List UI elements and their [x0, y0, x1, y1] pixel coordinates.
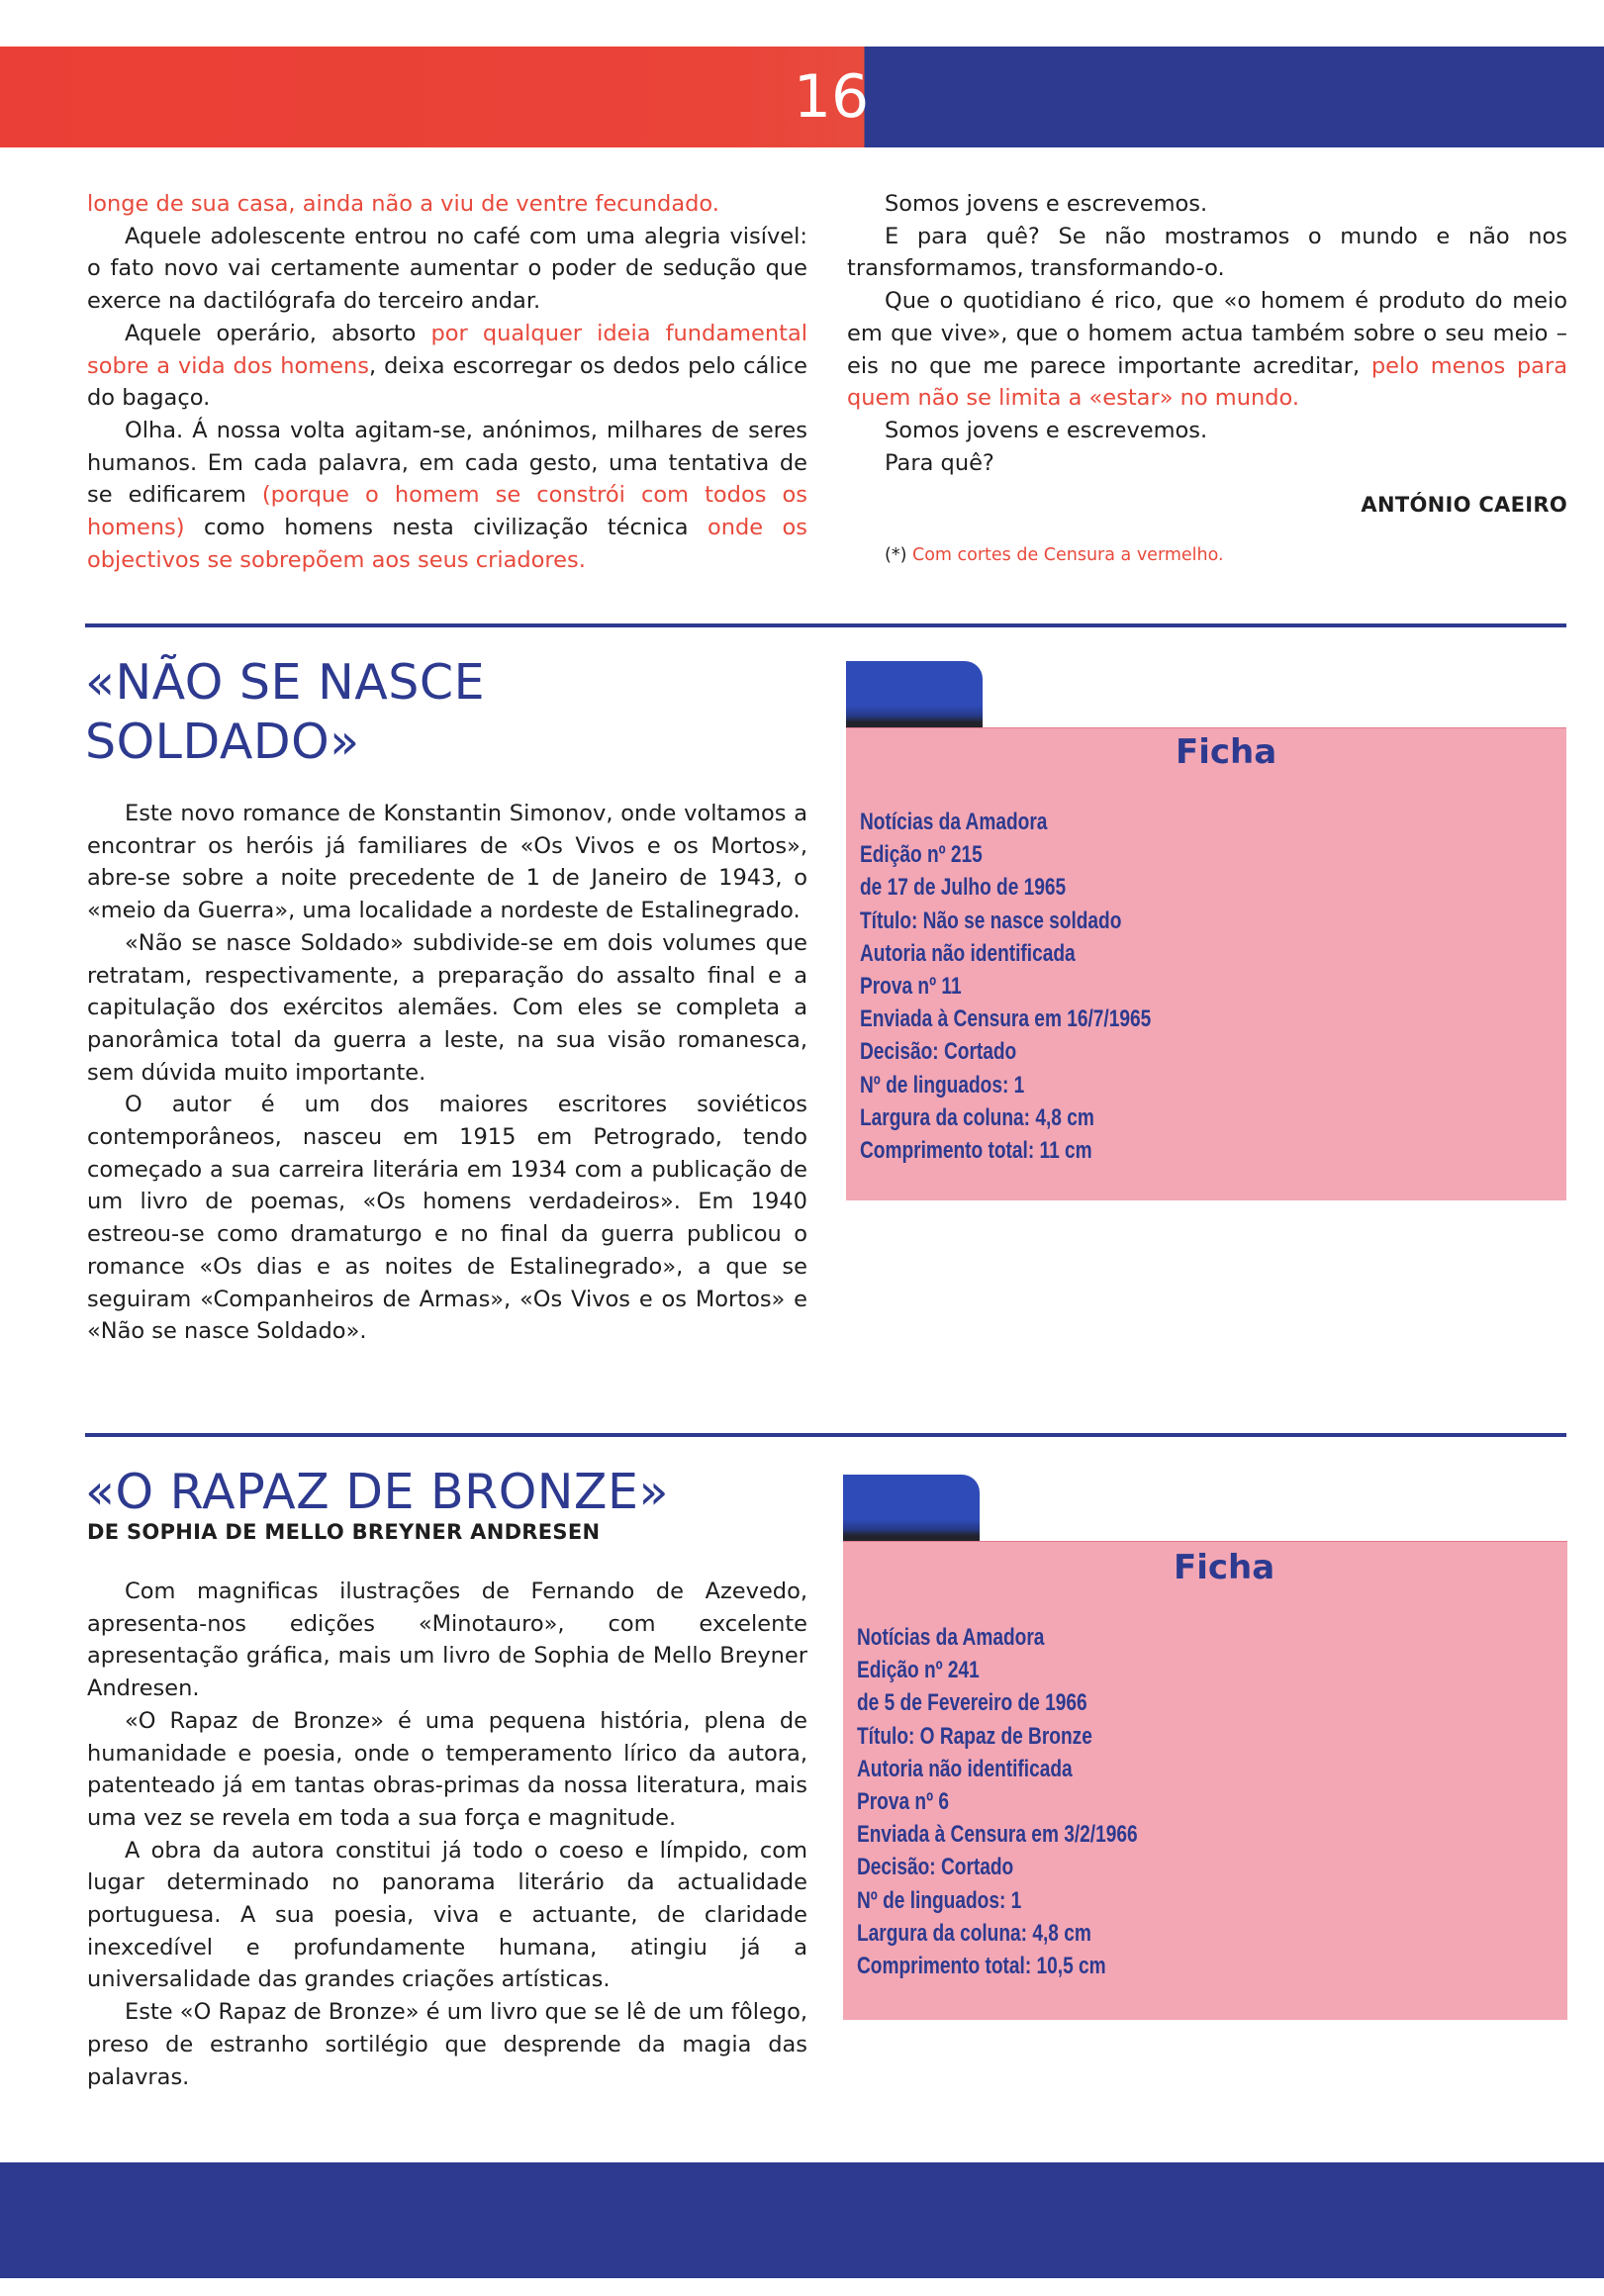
text-segment: como homens nesta civilização técnica	[184, 515, 708, 541]
article2-body	[87, 1576, 807, 2093]
ficha-line: Notícias da Amadora	[857, 1624, 1045, 1651]
ficha-line: Decisão: Cortado	[860, 1038, 1017, 1066]
ficha-line: Largura da coluna: 4,8 cm	[860, 1103, 1094, 1131]
paragraph	[847, 285, 1567, 415]
ficha-line: Autoria não identificada	[857, 1755, 1073, 1782]
paragraph	[87, 1835, 807, 1997]
ficha2-card	[843, 1541, 1567, 2020]
censored-text: longe de sua casa, ainda não a viu de ventre fecundado.	[87, 191, 719, 217]
ficha-line: Edição nº 241	[857, 1657, 980, 1684]
ficha-line: Prova nº 11	[860, 973, 962, 1001]
paragraph	[87, 1705, 807, 1835]
paragraph	[87, 221, 807, 318]
text-segment: Olha. Á nossa volta agitam-se, anónimos, milhares de seres humanos. Em cada palavra, em cada gesto, uma tentativa de se edificarem	[87, 417, 807, 509]
ficha-line: Comprimento total: 10,5 cm	[857, 1953, 1106, 1980]
top-right-paragraphs	[847, 188, 1567, 479]
text-segment: Aquele operário, absorto	[125, 320, 431, 346]
ficha-line: Enviada à Censura em 16/7/1965	[860, 1005, 1152, 1033]
footer-bar	[0, 2162, 1604, 2278]
footnote-text: Com cortes de Censura a vermelho.	[911, 545, 1224, 566]
censored-text: pelo menos para quem não se limita a «estar» no mundo.	[847, 352, 1567, 412]
ficha-line: Título: Não se nasce soldado	[860, 907, 1122, 934]
ficha-line: Notícias da Amadora	[860, 809, 1048, 835]
article1-body	[87, 798, 807, 1348]
paragraph	[87, 1996, 807, 2093]
ficha-line: de 17 de Julho de 1965	[860, 874, 1067, 902]
text-segment: Este novo romance de Konstantin Simonov, onde voltamos a encontrar os heróis já familiares de «Os Vivos e os Mortos», abre-se sobre a noite precedente de 1 de Janeiro de 1943, o «meio da Guerra», uma localidade a nordeste de Estalinegrado.	[87, 801, 807, 924]
paragraph	[87, 1089, 807, 1348]
signature: ANTÓNIO CAEIRO	[1361, 493, 1567, 518]
ficha-line: Comprimento total: 11 cm	[860, 1137, 1092, 1165]
text-segment: «O Rapaz de Bronze» é uma pequena história, plena de humanidade e poesia, onde o temperamento lírico da autora, patenteado já em tantas obras-primas da nossa literatura, mais uma vez se revela em toda a sua força e magnitude.	[87, 1707, 807, 1831]
paragraph	[847, 447, 1567, 480]
article1-title-line1: «NÃO SE NASCE	[85, 654, 486, 711]
text-segment: «Não se nasce Soldado» subdivide-se em dois volumes que retratam, respectivamente, a preparação do assalto final e a capitulação dos exércitos alemães. Com eles se completa a panorâmica total da guerra a leste, na sua visão romanesca, sem dúvida muito importante.	[87, 929, 807, 1086]
top-right-column	[847, 188, 1567, 572]
censored-text: onde os objectivos se sobrepõem aos seus criadores.	[87, 515, 807, 573]
ficha2-lines	[857, 1621, 1138, 1982]
paragraph	[87, 927, 807, 1090]
text-segment: O autor é um dos maiores escritores soviéticos contemporâneos, nasceu em 1915 em Petrogrado, tendo começado a sua carreira literária em 1934 com a publicação de um livro de poemas, «Os homens verdadeiros». Em 1940 estreou-se como dramaturgo e no final da guerra publicou o romance «Os dias e as noites de Estalinegrado», a que se seguiram «Companheiros de Armas», «Os Vivos e os Mortos» e «Não se nasce Soldado».	[87, 1092, 807, 1345]
ficha-line: Nº de linguados: 1	[860, 1071, 1025, 1099]
text-segment: Este «O Rapaz de Bronze» é um livro que se lê de um fôlego, preso de estranho sortilégio que desprende da magia das palavras.	[87, 1999, 807, 2090]
article2-title: «O RAPAZ DE BRONZE»	[85, 1464, 669, 1520]
ficha-line: Largura da coluna: 4,8 cm	[857, 1919, 1091, 1947]
paragraph	[847, 221, 1567, 285]
page-number: 16	[793, 62, 870, 132]
paragraph	[87, 415, 807, 577]
censored-text: (porque o homem se constrói com todos os homens)	[87, 482, 807, 541]
paragraph	[847, 415, 1567, 447]
footnote	[847, 539, 1567, 572]
paragraph	[87, 1576, 807, 1705]
paragraph	[847, 188, 1567, 221]
text-segment: Para quê?	[885, 449, 994, 476]
article1-title-line2: SOLDADO»	[85, 714, 360, 770]
ficha-line: Autoria não identificada	[860, 939, 1076, 967]
article1-title	[85, 653, 485, 772]
article2-subtitle: DE SOPHIA DE MELLO BREYNER ANDRESEN	[87, 1520, 601, 1544]
section-divider-1	[85, 623, 1566, 627]
ficha-line: Decisão: Cortado	[857, 1854, 1014, 1881]
paragraph	[87, 798, 807, 927]
text-segment: Com magnificas ilustrações de Fernando de Azevedo, apresenta-nos edições «Minotauro», com excelente apresentação gráfica, mais um livro de Sophia de Mello Breyner Andresen.	[87, 1578, 807, 1702]
text-segment: Que o quotidiano é rico, que «o homem é produto do meio em que vive», que o homem actua também sobre o seu meio – eis no que me parece importante acreditar,	[847, 288, 1567, 379]
text-segment: E para quê? Se não mostramos o mundo e não nos transformamos, transformando-o.	[847, 223, 1567, 282]
ficha-line: de 5 de Fevereiro de 1966	[857, 1689, 1087, 1717]
censored-text: por qualquer ideia fundamental sobre a vida dos homens	[87, 320, 807, 379]
ficha1-lines	[860, 806, 1151, 1167]
ficha-line: Enviada à Censura em 3/2/1966	[857, 1821, 1138, 1849]
ficha1-title: Ficha	[1176, 732, 1277, 772]
text-segment: Somos jovens e escrevemos.	[885, 191, 1208, 217]
ficha-line: Edição nº 215	[860, 841, 983, 869]
paragraph	[87, 318, 807, 415]
ficha2-title: Ficha	[1174, 1548, 1275, 1587]
ficha1-card	[846, 727, 1566, 1200]
text-segment: , deixa escorregar os dedos pelo cálice do bagaço.	[87, 352, 807, 412]
text-segment: Somos jovens e escrevemos.	[885, 417, 1208, 443]
section-divider-2	[85, 1433, 1566, 1437]
ficha-line: Título: O Rapaz de Bronze	[857, 1722, 1092, 1750]
paragraph	[87, 188, 807, 221]
text-segment: Aquele adolescente entrou no café com uma alegria visível: o fato novo vai certamente aumentar o poder de sedução que exerce na dactilógrafa do terceiro andar.	[87, 223, 807, 315]
ficha-line: Prova nº 6	[857, 1788, 950, 1816]
ficha-line: Nº de linguados: 1	[857, 1886, 1022, 1914]
top-left-column	[87, 188, 807, 576]
text-segment: A obra da autora constitui já todo o coeso e límpido, com lugar determinado no panorama literário da actualidade portuguesa. A sua poesia, viva e actuante, de claridade inexcedível e profundamente humana, atingiu já a universalidade das grandes criações artísticas.	[87, 1837, 807, 1993]
footnote-mark: (*)	[885, 545, 912, 566]
